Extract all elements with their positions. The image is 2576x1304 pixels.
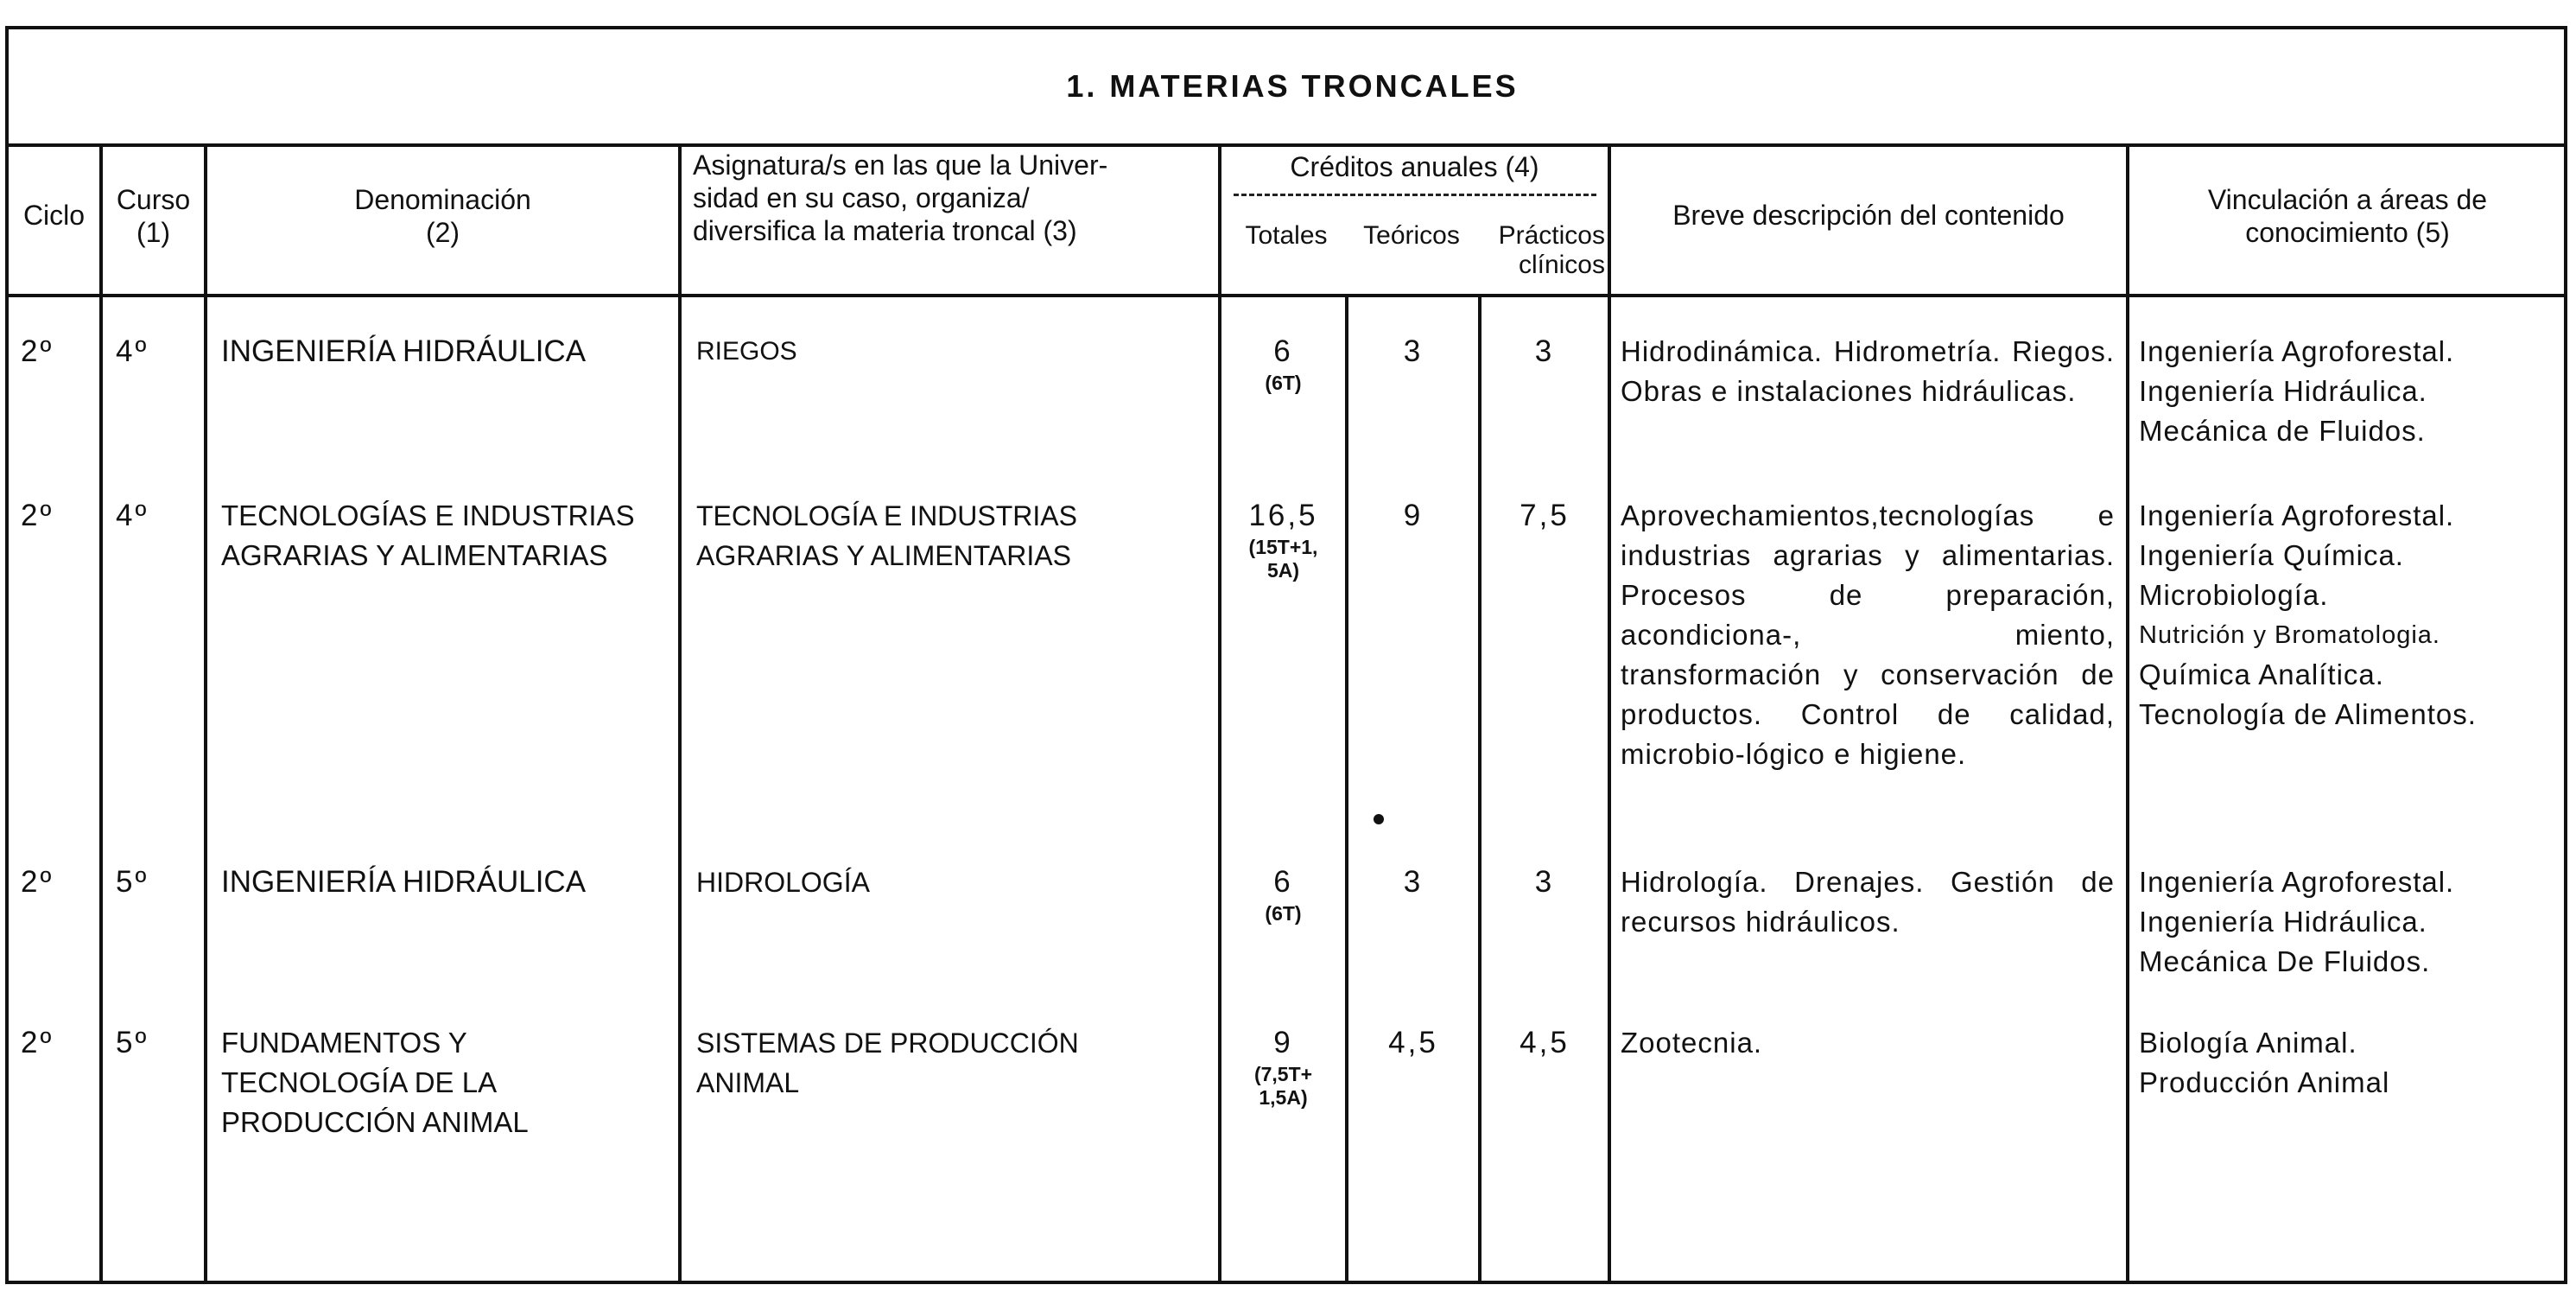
row2-vinculacion-4: Nutrición y Bromatologia.: [2139, 621, 2440, 649]
row4-totales-detail: (7,5T+ 1,5A): [1253, 1063, 1313, 1109]
col-divider: [678, 143, 682, 1281]
row4-curso: 5º: [116, 1026, 149, 1059]
row3-vinculacion-2: Ingeniería Hidráulica.: [2139, 906, 2427, 938]
row1-curso: 4º: [116, 334, 149, 368]
row2-vinculacion-5: Química Analítica.: [2139, 658, 2384, 690]
header-ciclo: Ciclo: [22, 200, 86, 231]
col-divider: [1608, 143, 1611, 1281]
header-descripcion: Breve descripción del contenido: [1672, 200, 2065, 231]
row3-curso: 5º: [116, 865, 149, 899]
row2-vinculacion-2: Ingeniería Química.: [2139, 539, 2404, 571]
row4-teoricos: 4,5: [1388, 1026, 1438, 1059]
row2-denominacion: TECNOLOGÍAS E INDUSTRIAS AGRARIAS Y ALIMENTARIAS: [221, 499, 635, 571]
row4-practicos: 4,5: [1520, 1026, 1570, 1059]
col-divider: [204, 143, 207, 1281]
row3-totales: 6: [1273, 865, 1293, 899]
row2-curso: 4º: [116, 499, 149, 532]
row3-vinculacion-3: Mecánica De Fluidos.: [2139, 945, 2431, 977]
header-totales: Totales: [1245, 221, 1328, 250]
col-divider: [1218, 143, 1221, 1281]
materias-troncales-form: [5, 26, 2567, 1284]
section-number: 1.: [1066, 68, 1098, 104]
row3-totales-detail: (6T): [1265, 902, 1302, 925]
row1-totales-detail: (6T): [1265, 372, 1302, 394]
row1-ciclo: 2º: [21, 334, 54, 368]
header-vinculacion: Vinculación a áreas de conocimiento (5): [2207, 184, 2488, 248]
row3-denominacion: INGENIERÍA HIDRÁULICA: [221, 865, 587, 899]
row3-vinculacion-1: Ingeniería Agroforestal.: [2139, 866, 2455, 898]
row3-practicos: 3: [1534, 865, 1555, 899]
col-divider: [1345, 294, 1348, 1281]
row4-ciclo: 2º: [21, 1026, 54, 1059]
row2-descripcion: Aprovechamientos,tecnologías e industrias agrarias y alimentarias. Procesos de preparación, acondiciona-, miento, transformación y conservación de productos. Control de calidad, microbio-lógico e higiene.: [1621, 499, 2115, 770]
row1-asignatura: RIEGOS: [696, 337, 797, 366]
row2-totales-detail: (15T+1, 5A): [1248, 536, 1318, 582]
row4-descripcion: Zootecnia.: [1621, 1027, 1763, 1059]
row1-teoricos: 3: [1403, 334, 1424, 368]
row1-denominacion: INGENIERÍA HIDRÁULICA: [221, 334, 587, 368]
row4-totales: 9: [1273, 1026, 1293, 1059]
header-asignatura: Asignatura/s en las que la Univer- sidad en su caso, organiza/ diversifica la materia troncal (3): [693, 149, 1108, 246]
header-creditos: Créditos anuales (4): [1290, 151, 1539, 182]
col-divider: [99, 143, 103, 1281]
row4-denominacion: FUNDAMENTOS Y TECNOLOGÍA DE LA PRODUCCIÓN ANIMAL: [221, 1027, 529, 1138]
row2-teoricos: 9: [1403, 499, 1424, 532]
row1-vinculacion-1: Ingeniería Agroforestal.: [2139, 335, 2455, 367]
section-title-text: MATERIAS TRONCALES: [1109, 68, 1519, 104]
row3-ciclo: 2º: [21, 865, 54, 899]
row2-vinculacion-6: Tecnología de Alimentos.: [2139, 698, 2477, 730]
header-curso: Curso (1): [116, 184, 191, 248]
row2-ciclo: 2º: [21, 499, 54, 532]
header-denominacion: Denominación (2): [354, 184, 531, 248]
row4-asignatura: SISTEMAS DE PRODUCCIÓN ANIMAL: [696, 1027, 1079, 1098]
row4-vinculacion-2: Producción Animal: [2139, 1066, 2390, 1098]
row1-descripcion: Hidrodinámica. Hidrometría. Riegos. Obras e instalaciones hidráulicas.: [1621, 335, 2115, 407]
row2-asignatura: TECNOLOGÍA E INDUSTRIAS AGRARIAS Y ALIMENTARIAS: [696, 500, 1077, 571]
col-divider: [1478, 294, 1482, 1281]
row1-practicos: 3: [1534, 334, 1555, 368]
row1-vinculacion-2: Ingeniería Hidráulica.: [2139, 375, 2427, 407]
header-bottom-rule: [9, 294, 2564, 297]
row1-vinculacion-3: Mecánica de Fluidos.: [2139, 415, 2426, 447]
header-teoricos: Teóricos: [1363, 221, 1460, 250]
row3-descripcion: Hidrología. Drenajes. Gestión de recursos hidráulicos.: [1621, 866, 2115, 938]
row2-vinculacion-1: Ingeniería Agroforestal.: [2139, 499, 2455, 531]
row2-totales: 16,5: [1248, 499, 1318, 532]
col-divider: [2126, 143, 2129, 1281]
row3-teoricos: 3: [1403, 865, 1424, 899]
creditos-dashed-rule: [1234, 194, 1596, 196]
stray-dot-mark: [1374, 814, 1384, 824]
row2-practicos: 7,5: [1520, 499, 1570, 532]
header-practicos: Prácticos clínicos: [1498, 221, 1605, 279]
row1-totales: 6: [1273, 334, 1293, 368]
row4-vinculacion-1: Biología Animal.: [2139, 1027, 2357, 1059]
section-title: [9, 29, 2564, 147]
row2-vinculacion-3: Microbiología.: [2139, 579, 2329, 611]
row3-asignatura: HIDROLOGÍA: [696, 867, 870, 898]
